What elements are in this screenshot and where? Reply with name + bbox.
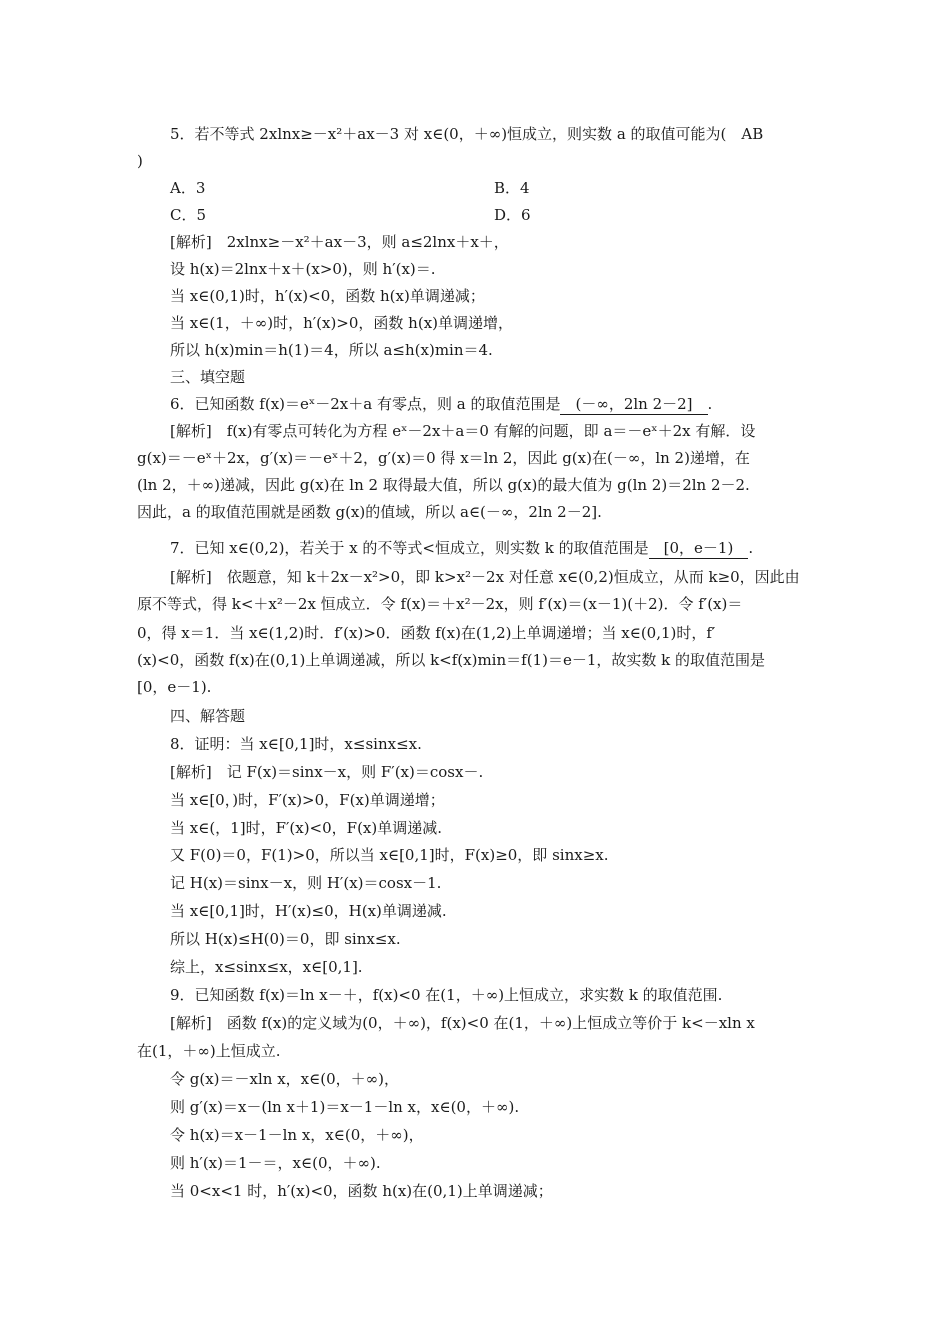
q7-answer: [0，e－1) [648,539,749,557]
q8-stem: 8．证明：当 x∈[0,1]时，x≤sinx≤x. [170,735,422,753]
q6-solution-line: (ln 2，＋∞)递减，因此 g(x)在 ln 2 取得最大值，所以 g(x)的最大值为 g(ln 2)＝2ln 2－2. [137,476,750,494]
q9-solution-line: 则 h′(x)＝1－＝，x∈(0，＋∞). [170,1154,381,1172]
section-heading-fill-in: 三、填空题 [170,368,246,386]
q6-solution-line: 因此，a 的取值范围就是函数 g(x)的值域，所以 a∈(－∞，2ln 2－2]. [137,503,602,521]
q5-solution-line: 所以 h(x)min＝h(1)＝4，所以 a≤h(x)min＝4. [170,341,493,359]
q5-stem: 5．若不等式 2xlnx≥－x²＋ax－3 对 x∈(0，＋∞)恒成立，则实数 a 的取值可能为( AB [170,125,764,143]
q8-solution-line: [解析] 记 F(x)＝sinx－x，则 F′(x)＝cosx－. [170,763,484,781]
q8-solution-line: 当 x∈(，1]时，F′(x)<0，F(x)单调递减. [170,819,443,837]
q8-solution-line: 当 x∈[0,1]时，H′(x)≤0，H(x)单调递减. [170,902,447,920]
q9-stem: 9．已知函数 f(x)＝ln x－＋，f(x)<0 在(1，＋∞)上恒成立，求实数 k 的取值范围. [170,986,723,1004]
q5-stem-end: ) [137,152,143,170]
q6-answer: (－∞，2ln 2－2] [560,395,708,413]
q5-option-c: C．5 [170,206,207,224]
q9-solution-line: [解析] 函数 f(x)的定义域为(0，＋∞)，f(x)<0 在(1，＋∞)上恒成立等价于 k<－xln x [170,1014,755,1032]
q6-stem: 6．已知函数 f(x)＝eˣ－2x＋a 有零点，则 a 的取值范围是 (－∞，2ln 2－2] . [170,395,713,413]
q7-solution-line: [解析] 依题意，知 k＋2x－x²>0，即 k>x²－2x 对任意 x∈(0,2)恒成立，从而 k≥0，因此由 [170,568,800,586]
q5-option-d: D．6 [494,206,531,224]
q8-solution-line: 又 F(0)＝0，F(1)>0，所以当 x∈[0,1]时，F(x)≥0，即 sinx≥x. [170,846,609,864]
q8-solution-line: 所以 H(x)≤H(0)＝0，即 sinx≤x. [170,930,401,948]
q7-solution-line: [0，e－1). [137,678,212,696]
q5-option-a: A．3 [170,179,206,197]
q7-solution-line: 原不等式，得 k<＋x²－2x 恒成立．令 f(x)＝＋x²－2x，则 f′(x)＝(x－1)(＋2)．令 f′(x)＝ [137,595,743,613]
q5-option-b: B．4 [494,179,530,197]
q8-solution-line: 综上，x≤sinx≤x，x∈[0,1]. [170,958,363,976]
q6-solution-line: [解析] f(x)有零点可转化为方程 eˣ－2x＋a＝0 有解的问题，即 a＝－eˣ＋2x 有解．设 [170,422,756,440]
q8-solution-line: 当 x∈[0，)时，F′(x)>0，F(x)单调递增； [170,791,445,809]
q7-solution-line: (x)<0，函数 f(x)在(0,1)上单调递减，所以 k<f(x)min＝f(1)＝e－1，故实数 k 的取值范围是 [137,651,765,669]
q9-solution-line: 当 0<x<1 时，h′(x)<0，函数 h(x)在(0,1)上单调递减； [170,1182,553,1200]
q8-solution-line: 记 H(x)＝sinx－x，则 H′(x)＝cosx－1. [170,874,442,892]
q5-solution-line: 当 x∈(0,1)时，h′(x)<0，函数 h(x)单调递减； [170,287,485,305]
section-heading-solve: 四、解答题 [170,707,246,725]
q6-solution-line: g(x)＝－eˣ＋2x，g′(x)＝－eˣ＋2，g′(x)＝0 得 x＝ln 2，因此 g(x)在(－∞，ln 2)递增，在 [137,449,750,467]
q7-solution-line: 0，得 x＝1．当 x∈(1,2)时．f′(x)>0．函数 f(x)在(1,2)上单调递增；当 x∈(0,1)时，f′ [137,624,716,642]
q9-solution-line: 令 g(x)＝－xln x，x∈(0，＋∞)， [170,1070,399,1088]
q9-solution-line: 令 h(x)＝x－1－ln x，x∈(0，＋∞)， [170,1126,424,1144]
q7-stem: 7．已知 x∈(0,2)，若关于 x 的不等式<恒成立，则实数 k 的取值范围是 [0，e－1) . [170,539,754,557]
q5-solution-line: 当 x∈(1，＋∞)时，h′(x)>0，函数 h(x)单调递增， [170,314,514,332]
q5-solution-line: [解析] 2xlnx≥－x²＋ax－3，则 a≤2lnx＋x＋， [170,233,509,251]
q5-solution-line: 设 h(x)＝2lnx＋x＋(x>0)，则 h′(x)＝. [170,260,436,278]
q9-solution-line: 在(1，＋∞)上恒成立. [137,1042,281,1060]
q9-solution-line: 则 g′(x)＝x－(ln x＋1)＝x－1－ln x，x∈(0，＋∞). [170,1098,520,1116]
